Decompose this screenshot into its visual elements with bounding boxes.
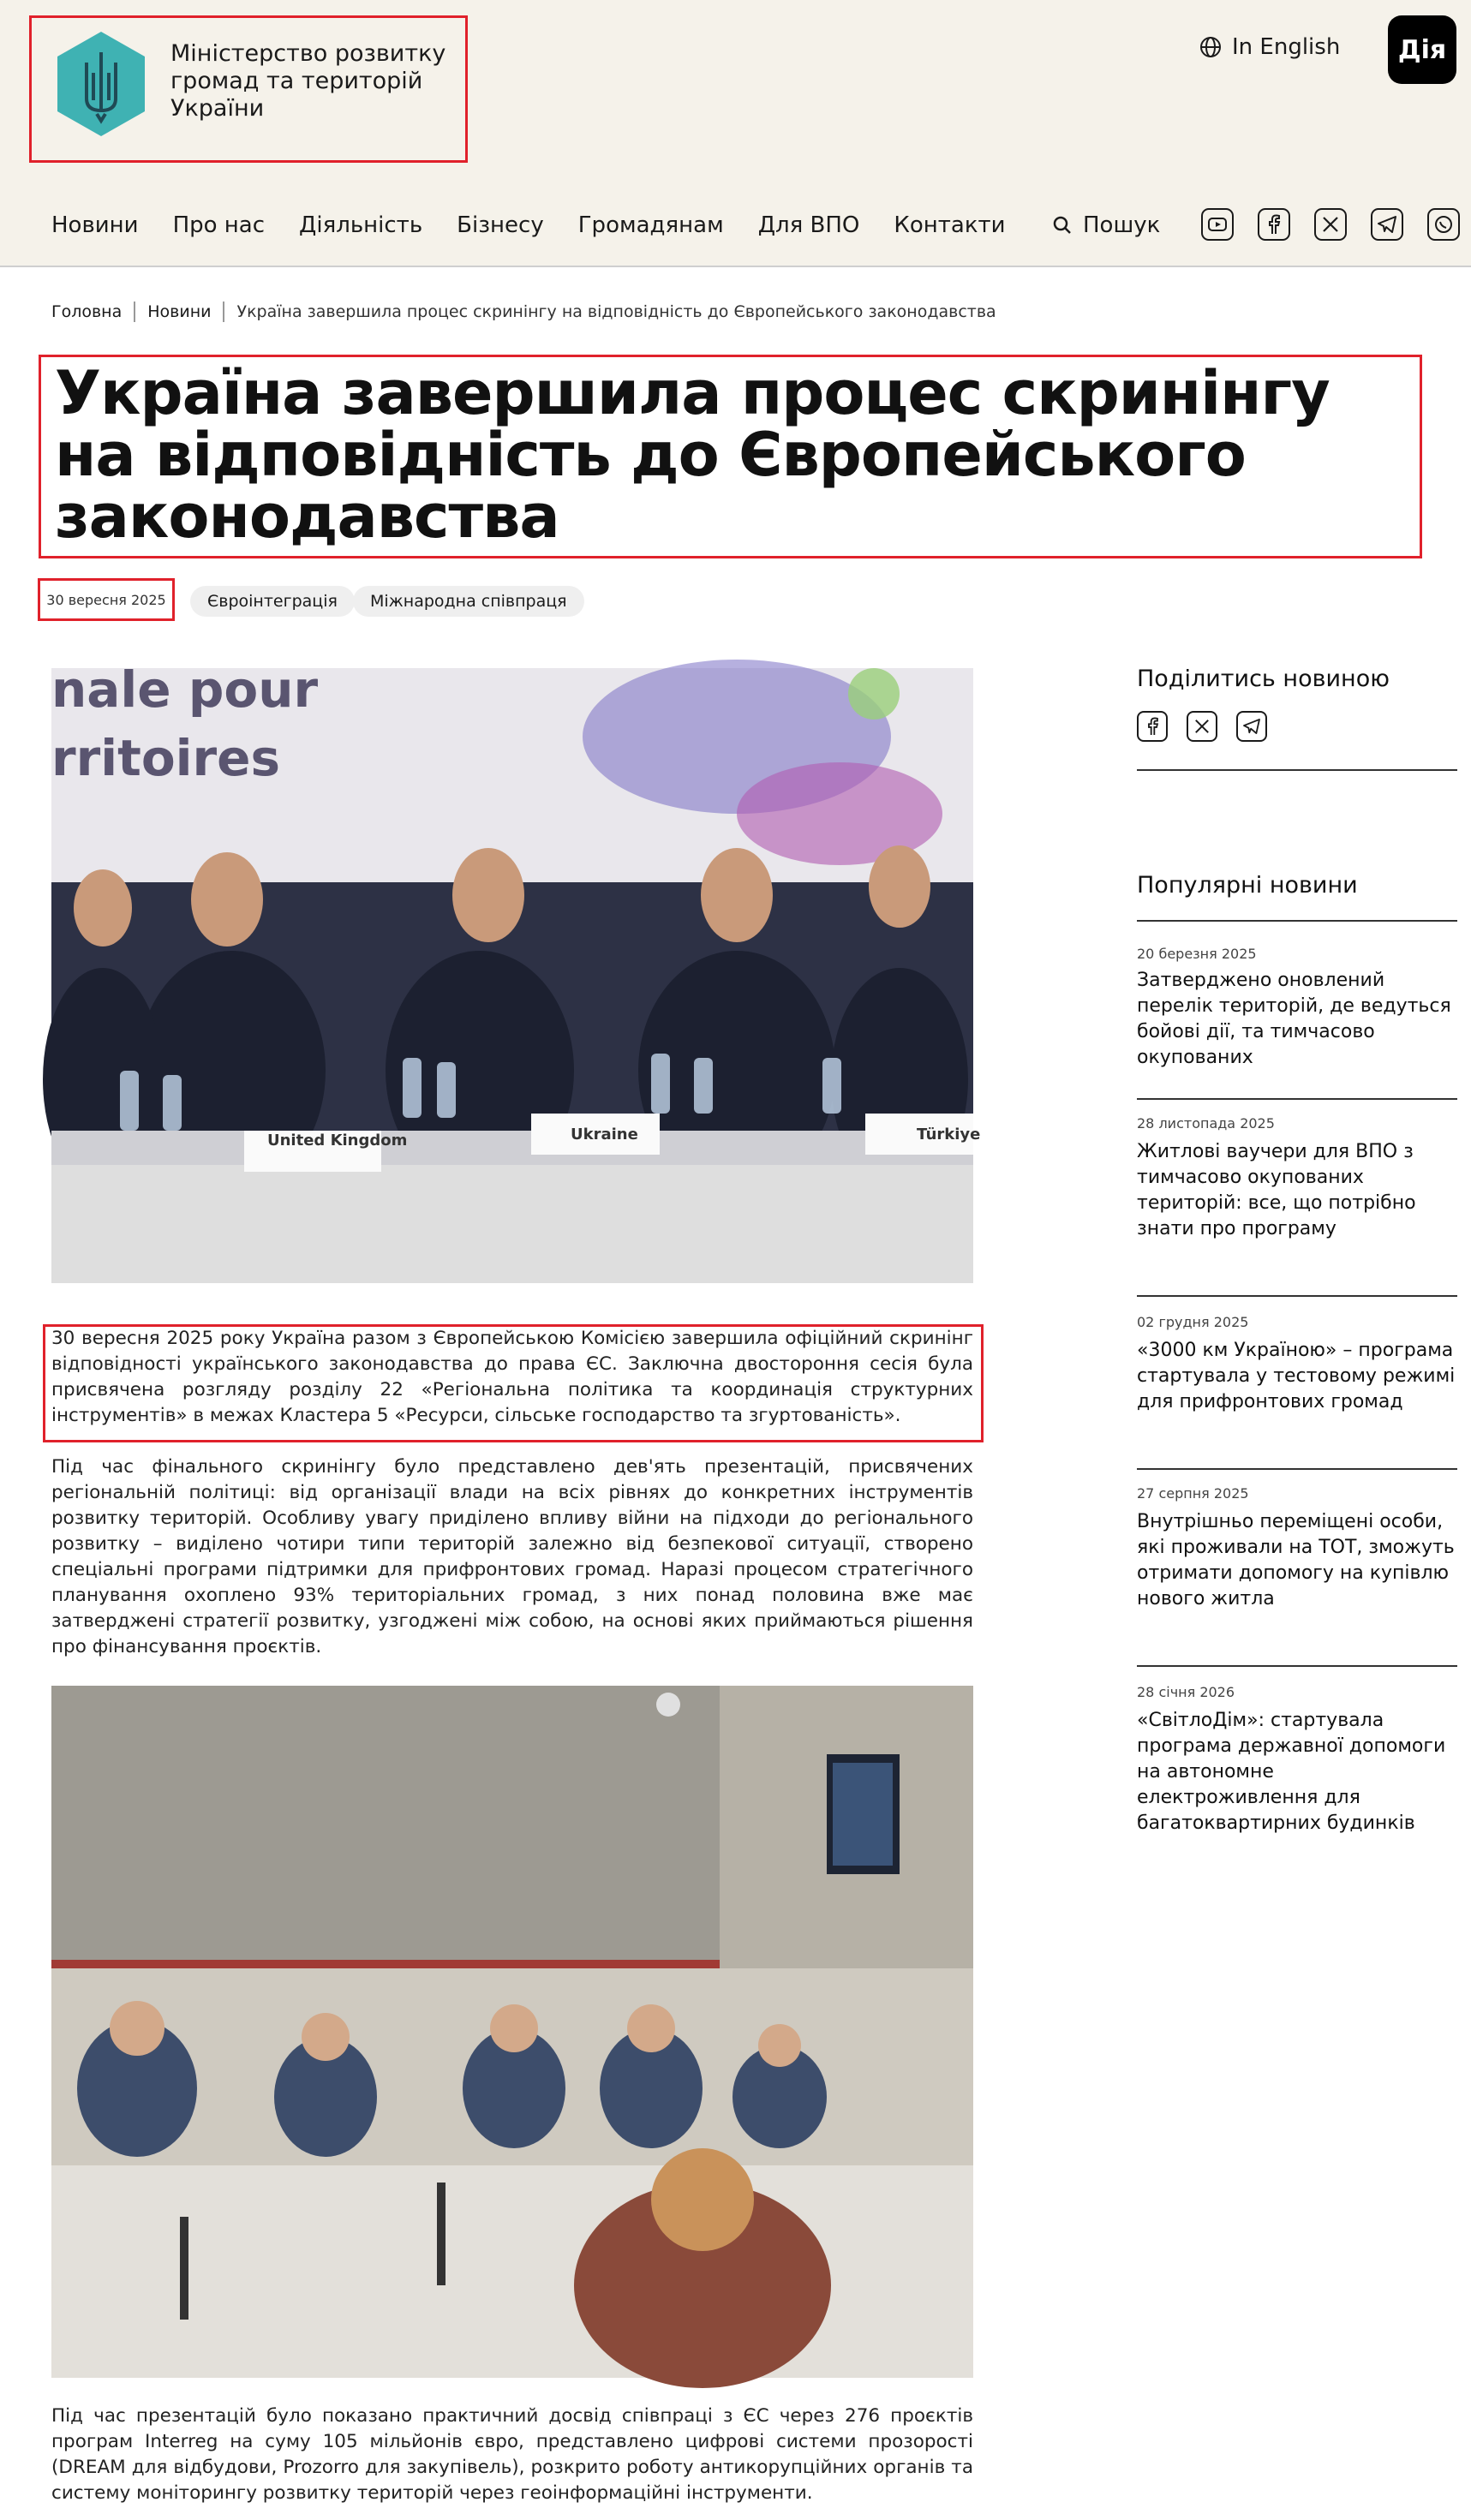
divider [1137,920,1457,922]
nav-activity[interactable]: Діяльність [299,212,423,238]
breadcrumb-separator [134,302,135,322]
page-title: Україна завершила процес скринінгу на відповідність до Європейського законодавства [55,358,1330,552]
nav-contacts[interactable]: Контакти [894,212,1006,238]
logo-text: Міністерство розвитку громад та територій України [170,40,446,122]
popular-news-date: 28 листопада 2025 [1137,1115,1275,1132]
tag-eurointegration[interactable]: Євроінтеграція [190,586,355,617]
popular-news-link[interactable]: Внутрішньо переміщені особи, які проживали на ТОТ, зможуть отримати допомогу на купівлю нового житла [1137,1511,1455,1609]
facebook-icon[interactable] [1258,208,1290,241]
globe-icon [1199,36,1222,58]
article-paragraph-1: 30 вересня 2025 року Україна разом з Європейською Комісією завершила офіційний скринінг відповідності українського законодавства до права ЄС. Заключна двостороння сесія була присвячена розгляду розділу 22 «Регіональна політика та координація структурних інструментів» в межах Кластера 5 «Ресурси, сільське господарство та згуртованість». [51,1328,973,1426]
article-paragraph-3: Під час презентацій було показано практичний досвід співпраці з ЄС через 276 проєктів програм Interreg на суму 105 мільйонів євро, представлено цифрові системи прозорості (DREAM для відбудови, Prozorro для закупівель), розкрито роботу антикорупційних органів та систему моніторингу розвитку територій через геоінформаційні інструменти. [51,2405,973,2504]
divider [1137,769,1457,771]
backdrop-text-2: rritoires [51,729,281,787]
nameplate-turkiye: Türkiye [917,1126,981,1144]
popular-news-title: Популярні новини [1137,872,1358,899]
nav-news[interactable]: Новини [51,212,139,238]
share-telegram-icon[interactable] [1236,711,1267,742]
article-photo-1 [51,660,981,1283]
breadcrumb-current: Україна завершила процес скринінгу на відповідність до Європейського законодавства [236,302,996,321]
search-button[interactable] [1052,212,1160,238]
divider [1137,1295,1457,1297]
backdrop-text-1: nale pour [51,660,319,719]
nameplate-uk: United Kingdom [267,1132,408,1150]
tag-international-cooperation[interactable]: Міжнародна співпраця [353,586,584,617]
breadcrumb-news[interactable]: Новини [147,302,212,321]
x-icon[interactable] [1314,208,1347,241]
popular-news-link[interactable]: Житлові ваучери для ВПО з тимчасово окупованих територій: все, що потрібно знати про програму [1137,1141,1416,1239]
breadcrumb [51,302,996,322]
popular-news-date: 28 січня 2026 [1137,1684,1235,1700]
popular-news-link[interactable]: «3000 км Україною» – програма стартувала у тестовому режимі для прифронтових громад [1137,1340,1456,1412]
logo-link[interactable] [29,15,468,163]
social-links [1201,208,1460,241]
divider [1137,1468,1457,1470]
nav-business[interactable]: Бізнесу [457,212,544,238]
title-highlight [39,355,1422,558]
ministry-emblem-icon [52,28,150,140]
whatsapp-icon[interactable] [1427,208,1460,241]
main-nav [51,212,1006,238]
share-title: Поділитись новиною [1137,666,1390,692]
youtube-icon[interactable] [1201,208,1234,241]
diia-button[interactable]: Дія [1388,15,1456,84]
article-photo-2 [51,1686,973,2378]
share-facebook-icon[interactable] [1137,711,1168,742]
share-x-icon[interactable] [1187,711,1217,742]
divider [1137,1665,1457,1667]
article-date: 30 вересня 2025 [38,578,175,621]
telegram-icon[interactable] [1371,208,1403,241]
search-label: Пошук [1083,212,1161,238]
popular-news-date: 20 березня 2025 [1137,946,1257,962]
nav-idp[interactable]: Для ВПО [757,212,860,238]
breadcrumb-separator [223,302,224,322]
popular-news-link[interactable]: Затверджено оновлений перелік територій, де ведуться бойові дії, та тимчасово окупованих [1137,970,1451,1068]
share-buttons [1137,711,1267,742]
language-label: In English [1232,34,1341,60]
nav-citizens[interactable]: Громадянам [577,212,724,238]
language-switch[interactable] [1199,34,1340,60]
nav-about[interactable]: Про нас [172,212,266,238]
popular-news-date: 02 грудня 2025 [1137,1314,1249,1330]
article-paragraph-2: Під час фінального скринінгу було представлено дев'ять презентацій, присвячених регіональній політиці: від організації влади на всіх рівнях до конкретних інструментів розвитку територій. Особливу увагу приділено впливу війни на підходи до регіонального розвитку – виділено чотири типи територій залежно від безпекової ситуації, створено спеціальні програми підтримки для прифронтових громад. Наразі процесом стратегічного планування охоплено 93% територіальних громад, з них понад половина вже має затверджені стратегії розвитку, узгоджені між собою, на основі яких приймаються рішення про фінансування проєктів. [51,1456,973,1657]
popular-news-date: 27 серпня 2025 [1137,1485,1249,1502]
nameplate-ukraine: Ukraine [571,1126,638,1144]
search-icon [1052,215,1073,236]
breadcrumb-home[interactable]: Головна [51,302,123,321]
site-header [0,0,1471,267]
divider [1137,1098,1457,1100]
popular-news-link[interactable]: «СвітлоДім»: стартувала програма державної допомоги на автономне електроживлення для багатоквартирних будинків [1137,1710,1446,1834]
